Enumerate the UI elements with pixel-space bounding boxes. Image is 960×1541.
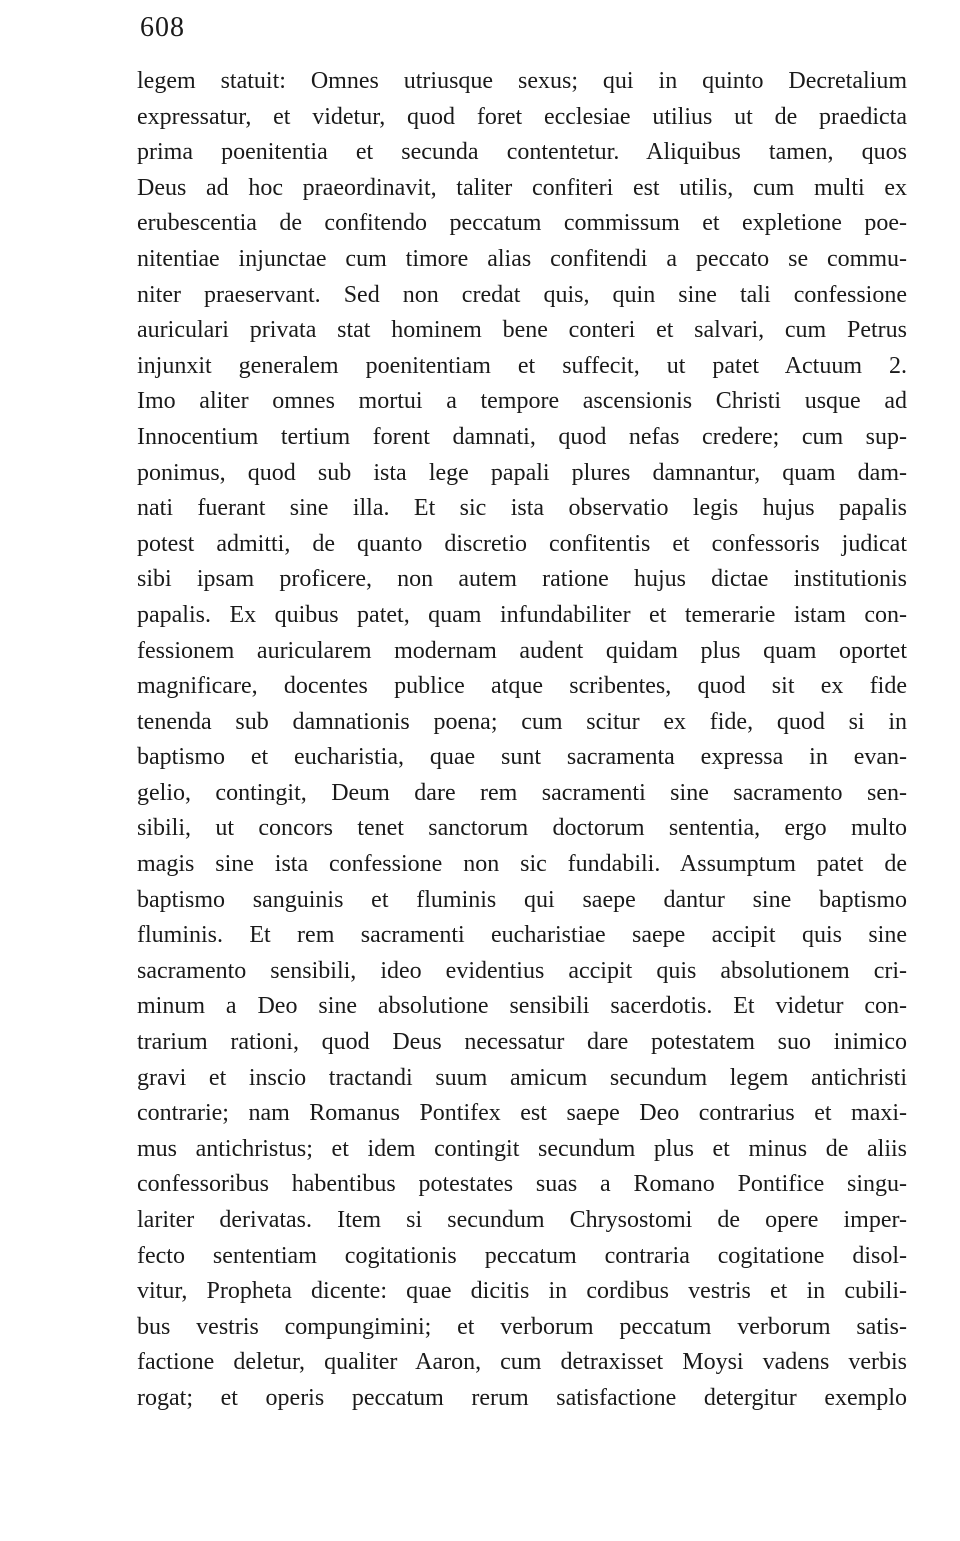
- text-line: auriculari privata stat hominem bene conteri et salvari, cum Petrus: [137, 317, 907, 344]
- text-line: confessoribus habentibus potestates suas a Romano Pontifice singu-: [137, 1171, 907, 1198]
- text-line: potest admitti, de quanto discretio confitentis et confessoris judicat: [137, 530, 907, 557]
- text-line: lariter derivatas. Item si secundum Chrysostomi de opere imper-: [137, 1207, 907, 1233]
- text-line: Innocentium tertium forent damnati, quod nefas credere; cum sup-: [137, 423, 907, 450]
- text-line: magnificare, docentes publice atque scribentes, quod sit ex fide: [137, 673, 907, 700]
- text-line: nati fuerant sine illa. Et sic ista observatio legis hujus papalis: [137, 495, 907, 522]
- text-line: factione deletur, qualiter Aaron, cum detraxisset Moysi vadens verbis: [137, 1349, 907, 1376]
- text-line: fluminis. Et rem sacramenti eucharistiae saepe accipit quis sine: [137, 922, 907, 949]
- text-line: baptismo et eucharistia, quae sunt sacramenta expressa in evan-: [137, 744, 907, 771]
- text-line: vitur, Propheta dicente: quae dicitis in cordibus vestris et in cubili-: [137, 1278, 907, 1305]
- body-text: [137, 64, 907, 1417]
- text-line: sibili, ut concors tenet sanctorum doctorum sententia, ergo multo: [137, 815, 907, 842]
- text-line: trarium rationi, quod Deus necessatur dare potestatem suo inimico: [137, 1029, 907, 1056]
- text-line: nitentiae injunctae cum timore alias confitendi a peccato se commu-: [137, 245, 907, 272]
- text-line: niter praeservant. Sed non credat quis, quin sine tali confessione: [137, 281, 907, 308]
- text-line: baptismo sanguinis et fluminis qui saepe dantur sine baptismo: [137, 886, 907, 913]
- text-line: erubescentia de confitendo peccatum commissum et expletione poe-: [137, 210, 907, 237]
- text-line: fecto sententiam cogitationis peccatum contraria cogitatione disol-: [137, 1242, 907, 1269]
- text-line: ponimus, quod sub ista lege papali plures damnantur, quam dam-: [137, 459, 907, 486]
- text-line: gelio, contingit, Deum dare rem sacramenti sine sacramento sen-: [137, 779, 907, 806]
- page-number: 608: [140, 12, 185, 43]
- text-line: injunxit generalem poenitentiam et suffecit, ut patet Actuum 2.: [137, 352, 907, 379]
- text-line: Deus ad hoc praeordinavit, taliter confiteri est utilis, cum multi ex: [137, 174, 907, 201]
- text-line: contrarie; nam Romanus Pontifex est saepe Deo contrarius et maxi-: [137, 1100, 907, 1127]
- text-line: bus vestris compungimini; et verborum peccatum verborum satis-: [137, 1313, 907, 1340]
- text-line: sacramento sensibili, ideo evidentius accipit quis absolutionem cri-: [137, 957, 907, 984]
- text-line: prima poenitentia et secunda contentetur. Aliquibus tamen, quos: [137, 139, 907, 166]
- text-line: gravi et inscio tractandi suum amicum secundum legem antichristi: [137, 1064, 907, 1091]
- text-line: papalis. Ex quibus patet, quam infundabiliter et temerarie istam con-: [137, 601, 907, 628]
- text-line: rogat; et operis peccatum rerum satisfactione detergitur exemplo: [137, 1384, 907, 1411]
- text-line: magis sine ista confessione non sic fundabili. Assumptum patet de: [137, 851, 907, 878]
- text-line: expressatur, et videtur, quod foret ecclesiae utilius ut de praedicta: [137, 103, 907, 130]
- text-line: minum a Deo sine absolutione sensibili sacerdotis. Et videtur con-: [137, 993, 907, 1020]
- text-line: Imo aliter omnes mortui a tempore ascensionis Christi usque ad: [137, 388, 907, 415]
- text-line: mus antichristus; et idem contingit secundum plus et minus de aliis: [137, 1135, 907, 1162]
- text-line: legem statuit: Omnes utriusque sexus; qui in quinto Decretalium: [137, 68, 907, 94]
- text-line: fessionem auricularem modernam audent quidam plus quam oportet: [137, 637, 907, 664]
- text-line: sibi ipsam proficere, non autem ratione hujus dictae institutionis: [137, 566, 907, 593]
- text-line: tenenda sub damnationis poena; cum scitur ex fide, quod si in: [137, 708, 907, 735]
